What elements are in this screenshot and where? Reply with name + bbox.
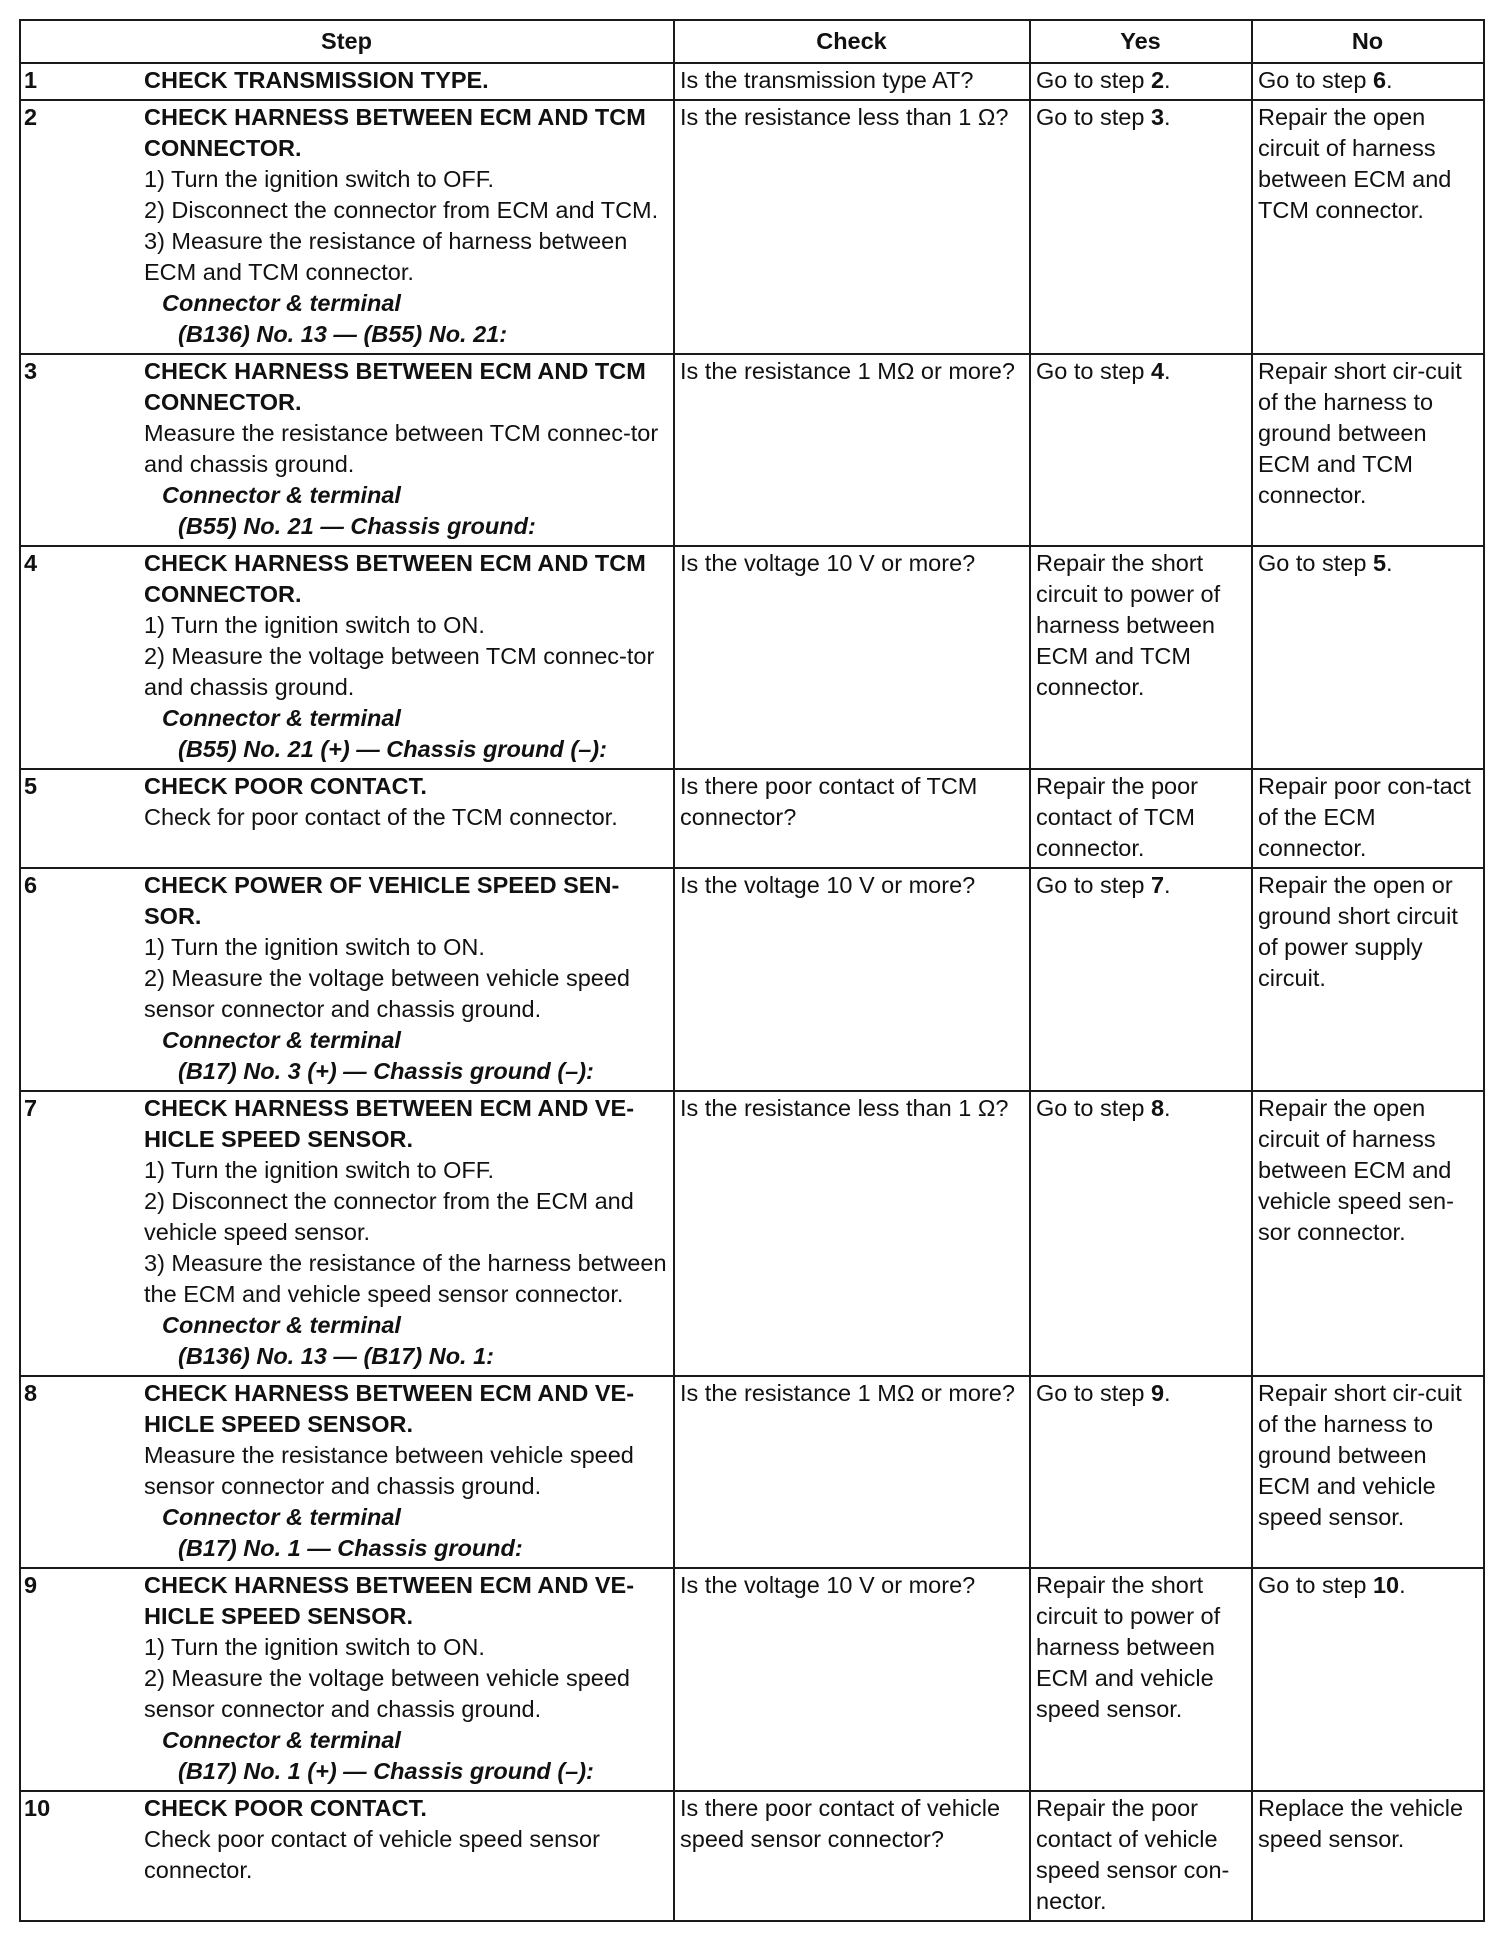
yes-action — [1030, 546, 1252, 769]
header-no: No — [1252, 20, 1484, 63]
table-row — [20, 1791, 1484, 1921]
step-number: 10 — [20, 1791, 142, 1921]
step-number: 4 — [20, 546, 142, 769]
terminal-spec: (B17) No. 1 — Chassis ground: — [178, 1535, 523, 1561]
terminal-spec: (B136) No. 13 — (B17) No. 1: — [178, 1343, 495, 1369]
yes-action-text: Repair the poor contact of vehicle speed sensor con-nector. — [1036, 1795, 1230, 1914]
step-instruction: 1) Turn the ignition switch to OFF. — [144, 1157, 495, 1183]
step-description — [142, 1091, 674, 1376]
step-title: CHECK HARNESS BETWEEN ECM AND VE-HICLE SPEED SENSOR. — [144, 1095, 635, 1152]
no-action-text: Go to step — [1258, 67, 1373, 93]
step-description — [142, 63, 674, 100]
check-question: Is the voltage 10 V or more? — [674, 868, 1030, 1091]
step-number: 3 — [20, 354, 142, 546]
table-row — [20, 769, 1484, 868]
step-description — [142, 1376, 674, 1568]
yes-action: Go to step 7. — [1030, 868, 1252, 1091]
check-question: Is the resistance 1 MΩ or more? — [674, 1376, 1030, 1568]
terminal-spec: (B17) No. 3 (+) — Chassis ground (–): — [178, 1058, 594, 1084]
step-description — [142, 1568, 674, 1791]
table-row — [20, 1091, 1484, 1376]
table-row — [20, 868, 1484, 1091]
header-check: Check — [674, 20, 1030, 63]
step-title: CHECK HARNESS BETWEEN ECM AND TCM CONNECTOR. — [144, 104, 646, 161]
check-question: Is there poor contact of vehicle speed sensor connector? — [674, 1791, 1030, 1921]
no-action — [1252, 354, 1484, 546]
diagnostic-procedure-sheet — [19, 19, 1483, 1922]
no-action-step-number: 5 — [1372, 550, 1387, 576]
no-action-text: Go to step — [1258, 1572, 1373, 1598]
no-action-step-number: 10 — [1372, 1572, 1400, 1598]
step-title: CHECK HARNESS BETWEEN ECM AND VE-HICLE SPEED SENSOR. — [144, 1380, 635, 1437]
no-action-text: Repair the open circuit of harness between ECM and TCM connector. — [1258, 104, 1452, 223]
yes-action-text: Go to step — [1036, 872, 1151, 898]
yes-action: Go to step 8. — [1030, 1091, 1252, 1376]
connector-label: Connector & terminal — [162, 1312, 401, 1338]
check-question: Is there poor contact of TCM connector? — [674, 769, 1030, 868]
yes-action-step-number: 2 — [1150, 67, 1165, 93]
no-action — [1252, 1091, 1484, 1376]
step-instruction: 3) Measure the resistance of harness between ECM and TCM connector. — [144, 228, 628, 285]
table-row — [20, 354, 1484, 546]
yes-action: Go to step 9. — [1030, 1376, 1252, 1568]
yes-action: Go to step 3. — [1030, 100, 1252, 354]
no-action — [1252, 769, 1484, 868]
no-action-text: Repair short cir-cuit of the harness to ground between ECM and vehicle speed sensor. — [1258, 1380, 1462, 1530]
check-question: Is the resistance less than 1 Ω? — [674, 1091, 1030, 1376]
step-description — [142, 354, 674, 546]
table-row — [20, 63, 1484, 100]
no-action: Go to step 10. — [1252, 1568, 1484, 1791]
step-title: CHECK TRANSMISSION TYPE. — [144, 67, 489, 93]
connector-label: Connector & terminal — [162, 705, 401, 731]
step-number: 2 — [20, 100, 142, 354]
step-instruction: 1) Turn the ignition switch to ON. — [144, 612, 485, 638]
step-number: 5 — [20, 769, 142, 868]
step-instruction: Measure the resistance between vehicle speed sensor connector and chassis ground. — [144, 1442, 634, 1499]
step-description — [142, 769, 674, 868]
step-description — [142, 868, 674, 1091]
yes-action-step-number: 7 — [1150, 872, 1165, 898]
terminal-spec: (B136) No. 13 — (B55) No. 21: — [178, 321, 508, 347]
no-action-text: Repair short cir-cuit of the harness to ground between ECM and TCM connector. — [1258, 358, 1462, 508]
no-action-text: Repair the open or ground short circuit of power supply circuit. — [1258, 872, 1458, 991]
terminal-spec: (B17) No. 1 (+) — Chassis ground (–): — [178, 1758, 594, 1784]
no-action: Go to step 6. — [1252, 63, 1484, 100]
step-instruction: Check for poor contact of the TCM connector. — [144, 804, 618, 830]
connector-label: Connector & terminal — [162, 1027, 401, 1053]
step-instruction: Measure the resistance between TCM connec-tor and chassis ground. — [144, 420, 659, 477]
step-number: 8 — [20, 1376, 142, 1568]
yes-action-step-number: 4 — [1150, 358, 1165, 384]
no-action: Go to step 5. — [1252, 546, 1484, 769]
yes-action-text: Repair the short circuit to power of harness between ECM and vehicle speed sensor. — [1036, 1572, 1221, 1722]
yes-action-text: Go to step — [1036, 67, 1151, 93]
step-number: 6 — [20, 868, 142, 1091]
table-header-row — [20, 20, 1484, 63]
no-action — [1252, 1376, 1484, 1568]
terminal-spec: (B55) No. 21 (+) — Chassis ground (–): — [178, 736, 607, 762]
step-instruction: 1) Turn the ignition switch to ON. — [144, 934, 485, 960]
no-action-text: Repair the open circuit of harness between ECM and vehicle speed sen-sor connector. — [1258, 1095, 1454, 1245]
yes-action-step-number: 3 — [1150, 104, 1165, 130]
yes-action: Go to step 4. — [1030, 354, 1252, 546]
check-question: Is the resistance less than 1 Ω? — [674, 100, 1030, 354]
step-title: CHECK POOR CONTACT. — [144, 773, 427, 799]
no-action-text: Go to step — [1258, 550, 1373, 576]
step-title: CHECK POWER OF VEHICLE SPEED SEN-SOR. — [144, 872, 620, 929]
step-description — [142, 100, 674, 354]
no-action — [1252, 868, 1484, 1091]
no-action-text: Repair poor con-tact of the ECM connector. — [1258, 773, 1471, 861]
table-body — [20, 63, 1484, 1921]
table-row — [20, 100, 1484, 354]
step-instruction: 2) Measure the voltage between TCM connec-tor and chassis ground. — [144, 643, 655, 700]
step-number: 1 — [20, 63, 142, 100]
connector-label: Connector & terminal — [162, 290, 401, 316]
terminal-spec: (B55) No. 21 — Chassis ground: — [178, 513, 536, 539]
check-question: Is the transmission type AT? — [674, 63, 1030, 100]
step-instruction: Check poor contact of vehicle speed sensor connector. — [144, 1826, 600, 1883]
yes-action-step-number: 9 — [1150, 1380, 1165, 1406]
connector-label: Connector & terminal — [162, 482, 401, 508]
step-number: 9 — [20, 1568, 142, 1791]
table-row — [20, 1376, 1484, 1568]
connector-label: Connector & terminal — [162, 1504, 401, 1530]
yes-action — [1030, 1791, 1252, 1921]
table-row — [20, 546, 1484, 769]
yes-action-text: Go to step — [1036, 1095, 1151, 1121]
step-instruction: 2) Disconnect the connector from the ECM and vehicle speed sensor. — [144, 1188, 634, 1245]
check-question: Is the voltage 10 V or more? — [674, 546, 1030, 769]
step-instruction: 1) Turn the ignition switch to ON. — [144, 1634, 485, 1660]
step-number: 7 — [20, 1091, 142, 1376]
connector-label: Connector & terminal — [162, 1727, 401, 1753]
no-action — [1252, 100, 1484, 354]
no-action-step-number: 6 — [1372, 67, 1387, 93]
yes-action-text: Repair the short circuit to power of harness between ECM and TCM connector. — [1036, 550, 1221, 700]
no-action — [1252, 1791, 1484, 1921]
step-instruction: 1) Turn the ignition switch to OFF. — [144, 166, 495, 192]
step-title: CHECK HARNESS BETWEEN ECM AND VE-HICLE SPEED SENSOR. — [144, 1572, 635, 1629]
step-title: CHECK HARNESS BETWEEN ECM AND TCM CONNECTOR. — [144, 358, 646, 415]
yes-action — [1030, 769, 1252, 868]
check-question: Is the resistance 1 MΩ or more? — [674, 354, 1030, 546]
table-row — [20, 1568, 1484, 1791]
yes-action-text: Go to step — [1036, 358, 1151, 384]
step-title: CHECK POOR CONTACT. — [144, 1795, 427, 1821]
step-instruction: 2) Measure the voltage between vehicle speed sensor connector and chassis ground. — [144, 1665, 630, 1722]
step-description — [142, 1791, 674, 1921]
diagnostic-table — [19, 19, 1485, 1922]
yes-action: Go to step 2. — [1030, 63, 1252, 100]
step-description — [142, 546, 674, 769]
step-title: CHECK HARNESS BETWEEN ECM AND TCM CONNECTOR. — [144, 550, 646, 607]
no-action-text: Replace the vehicle speed sensor. — [1258, 1795, 1464, 1852]
yes-action — [1030, 1568, 1252, 1791]
check-question: Is the voltage 10 V or more? — [674, 1568, 1030, 1791]
step-instruction: 2) Disconnect the connector from ECM and TCM. — [144, 197, 659, 223]
step-instruction: 2) Measure the voltage between vehicle speed sensor connector and chassis ground. — [144, 965, 630, 1022]
yes-action-text: Go to step — [1036, 104, 1151, 130]
header-yes: Yes — [1030, 20, 1252, 63]
yes-action-text: Go to step — [1036, 1380, 1151, 1406]
header-step: Step — [20, 20, 674, 63]
step-instruction: 3) Measure the resistance of the harness between the ECM and vehicle speed sensor connector. — [144, 1250, 667, 1307]
yes-action-step-number: 8 — [1150, 1095, 1165, 1121]
yes-action-text: Repair the poor contact of TCM connector. — [1036, 773, 1198, 861]
